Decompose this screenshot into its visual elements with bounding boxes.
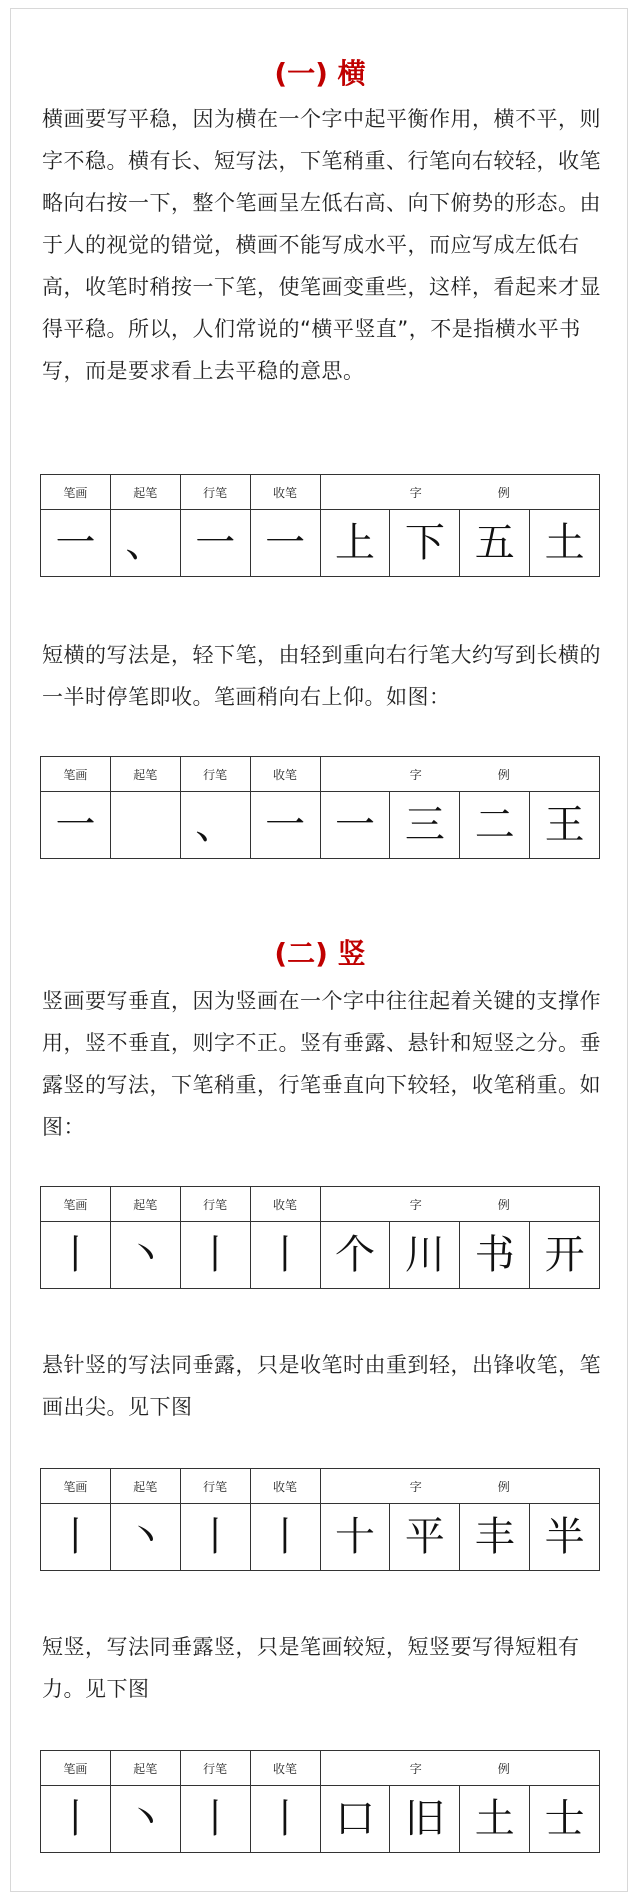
cell-start: 丶 bbox=[110, 1222, 180, 1289]
cell-move: 丨 bbox=[180, 1786, 250, 1853]
cell-example: 丰 bbox=[460, 1504, 530, 1571]
cell-example: 上 bbox=[320, 510, 390, 577]
header-zi: 字 bbox=[409, 767, 422, 782]
header-shoubi: 收笔 bbox=[250, 1187, 320, 1222]
cell-stroke: 丨 bbox=[41, 1504, 111, 1571]
cell-stroke: 丨 bbox=[41, 1222, 111, 1289]
cell-move: 丨 bbox=[180, 1504, 250, 1571]
paragraph-short-heng: 短横的写法是，轻下笔，由轻到重向右行笔大约写到长横的一半时停笔即收。笔画稍向右上仰。如图： bbox=[42, 643, 601, 709]
header-qibi: 起笔 bbox=[110, 1469, 180, 1504]
cell-end: 丨 bbox=[250, 1222, 320, 1289]
header-qibi: 起笔 bbox=[110, 475, 180, 510]
header-li: 例 bbox=[497, 1197, 510, 1212]
cell-stroke: 一 bbox=[41, 510, 111, 577]
cell-start: 丶 bbox=[110, 1504, 180, 1571]
header-shoubi: 收笔 bbox=[250, 1469, 320, 1504]
header-qibi: 起笔 bbox=[110, 1751, 180, 1786]
stroke-table-long-heng bbox=[40, 474, 600, 577]
cell-stroke: 丨 bbox=[41, 1786, 111, 1853]
header-examples bbox=[320, 475, 600, 510]
cell-example: 川 bbox=[390, 1222, 460, 1289]
section-title-shu: (二) 竖 bbox=[274, 937, 366, 970]
cell-example: 土 bbox=[460, 1786, 530, 1853]
cell-end: 一 bbox=[250, 510, 320, 577]
header-zi: 字 bbox=[409, 485, 422, 500]
header-zi: 字 bbox=[409, 1479, 422, 1494]
header-examples bbox=[320, 1187, 600, 1222]
paragraph-xuanzhen-shu: 悬针竖的写法同垂露，只是收笔时由重到轻，出锋收笔，笔画出尖。见下图 bbox=[42, 1353, 601, 1419]
cell-end: 一 bbox=[250, 792, 320, 859]
cell-start: 丶 bbox=[110, 1786, 180, 1853]
cell-end: 丨 bbox=[250, 1786, 320, 1853]
header-bihua: 笔画 bbox=[41, 757, 111, 792]
header-xingbi: 行笔 bbox=[180, 1469, 250, 1504]
cell-example: 十 bbox=[320, 1504, 390, 1571]
cell-example: 三 bbox=[390, 792, 460, 859]
stroke-table-chuilu-shu bbox=[40, 1186, 600, 1289]
cell-example: 土 bbox=[530, 510, 600, 577]
stroke-table-xuanzhen-shu bbox=[40, 1468, 600, 1571]
stroke-table-duan-shu bbox=[40, 1750, 600, 1853]
cell-example: 平 bbox=[390, 1504, 460, 1571]
cell-example: 半 bbox=[530, 1504, 600, 1571]
header-bihua: 笔画 bbox=[41, 1187, 111, 1222]
header-bihua: 笔画 bbox=[41, 1469, 111, 1504]
cell-example: 五 bbox=[460, 510, 530, 577]
section-title-heng: (一) 横 bbox=[274, 57, 366, 90]
header-li: 例 bbox=[497, 1761, 510, 1776]
header-shoubi: 收笔 bbox=[250, 475, 320, 510]
cell-start bbox=[110, 792, 180, 859]
paragraph-duan-shu: 短竖，写法同垂露竖，只是笔画较短，短竖要写得短粗有力。见下图 bbox=[42, 1635, 580, 1701]
cell-end: 丨 bbox=[250, 1504, 320, 1571]
header-qibi: 起笔 bbox=[110, 757, 180, 792]
header-qibi: 起笔 bbox=[110, 1187, 180, 1222]
header-xingbi: 行笔 bbox=[180, 1187, 250, 1222]
header-li: 例 bbox=[497, 1479, 510, 1494]
header-shoubi: 收笔 bbox=[250, 1751, 320, 1786]
cell-example: 一 bbox=[320, 792, 390, 859]
cell-move: 一 bbox=[180, 510, 250, 577]
header-shoubi: 收笔 bbox=[250, 757, 320, 792]
cell-example: 下 bbox=[390, 510, 460, 577]
cell-stroke: 一 bbox=[41, 792, 111, 859]
header-xingbi: 行笔 bbox=[180, 757, 250, 792]
header-zi: 字 bbox=[409, 1761, 422, 1776]
header-li: 例 bbox=[497, 767, 510, 782]
header-zi: 字 bbox=[409, 1197, 422, 1212]
cell-example: 二 bbox=[460, 792, 530, 859]
cell-move: 丨 bbox=[180, 1222, 250, 1289]
header-xingbi: 行笔 bbox=[180, 475, 250, 510]
header-examples bbox=[320, 1751, 600, 1786]
paragraph-heng-intro: 横画要写平稳，因为横在一个字中起平衡作用，横不平，则字不稳。横有长、短写法，下笔稍重、行笔向右较轻，收笔略向右按一下，整个笔画呈左低右高、向下俯势的形态。由于人的视觉的错觉，横画不能写成水平，而应写成左低右高，收笔时稍按一下笔，使笔画变重些，这样，看起来才显得平稳。所以，人们常说的“横平竖直”，不是指横水平书写，而是要求看上去平稳的意思。 bbox=[42, 107, 601, 383]
header-bihua: 笔画 bbox=[41, 475, 111, 510]
paragraph-shu-intro: 竖画要写垂直，因为竖画在一个字中往往起着关键的支撑作用，竖不垂直，则字不正。竖有垂露、悬针和短竖之分。垂露竖的写法，下笔稍重，行笔垂直向下较轻，收笔稍重。如图： bbox=[42, 989, 601, 1139]
cell-example: 王 bbox=[530, 792, 600, 859]
header-xingbi: 行笔 bbox=[180, 1751, 250, 1786]
cell-example: 个 bbox=[320, 1222, 390, 1289]
header-examples bbox=[320, 757, 600, 792]
cell-example: 口 bbox=[320, 1786, 390, 1853]
cell-example: 旧 bbox=[390, 1786, 460, 1853]
cell-example: 士 bbox=[530, 1786, 600, 1853]
header-examples bbox=[320, 1469, 600, 1504]
cell-start: 、 bbox=[110, 510, 180, 577]
cell-move: 、 bbox=[180, 792, 250, 859]
header-li: 例 bbox=[497, 485, 510, 500]
stroke-table-short-heng bbox=[40, 756, 600, 859]
cell-example: 开 bbox=[530, 1222, 600, 1289]
header-bihua: 笔画 bbox=[41, 1751, 111, 1786]
cell-example: 书 bbox=[460, 1222, 530, 1289]
